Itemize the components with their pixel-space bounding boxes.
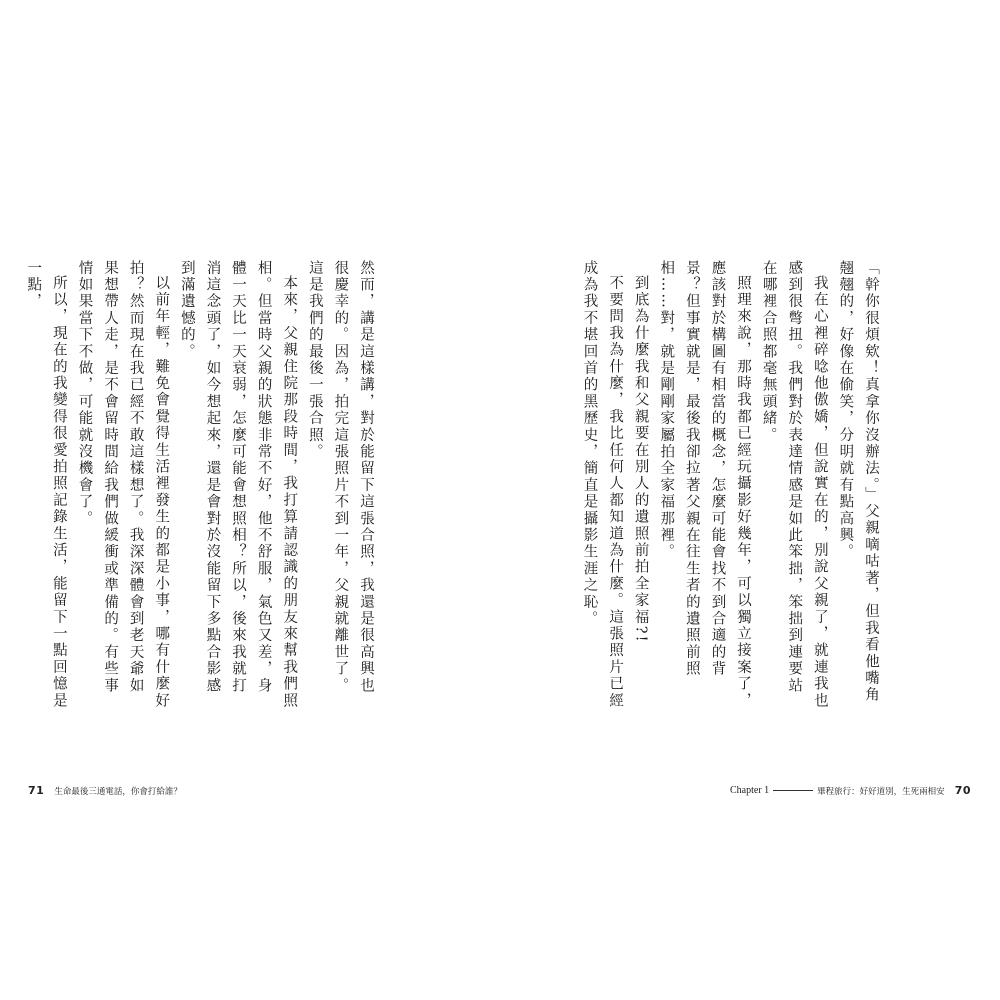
paragraph: 不要問我為什麼，我比任何人都知道為什麼。這張照片已經成為我不堪回首的黑歷史，簡直是攝影生涯之恥。	[581, 260, 624, 709]
running-head: 生命最後三通電話，你會打給誰？	[54, 786, 182, 797]
paragraph: 所以，現在的我變得很愛拍照記錄生活，能留下一點回憶是一點，	[25, 260, 67, 709]
page-number: 71	[28, 784, 45, 797]
running-head: 畢程旅行：好好道別，生死兩相安	[817, 786, 945, 797]
paragraph: 「幹你很煩欸！真拿你沒辦法。」父親嘀咕著，但我看他嘴角翹翹的，好像在偷笑，分明就有點高興。	[837, 260, 879, 704]
paragraph: 我在心裡碎唸他傲嬌，但說實在的，別說父親了，就連我也感到很彆扭。我們對於表達情感是如此笨拙，笨拙到連要站在哪裡合照都毫無頭緒。	[760, 260, 828, 709]
paragraph: 然而，講是這樣講，對於能留下這張合照，我還是很高興也很慶幸的。因為，拍完這張照片不到一年，父親就離世了。這是我們的最後一張合照。	[306, 260, 374, 695]
right-page	[500, 0, 1000, 1000]
paragraph: 到底為什麼我和父親要在別人的遺照前拍全家福?!	[632, 274, 649, 644]
right-page-footer	[730, 784, 971, 797]
paragraph: 照理來說，那時我都已經玩攝影好幾年，可以獨立接案了，應該對於構圖有相當的概念，怎麼可能會找不到合適的背景？但事實就是，最後我卻拉著父親在往生者的遺照前照相……對，就是剛剛家屬拍全家福那裡。	[658, 260, 752, 709]
left-page-body	[25, 260, 378, 710]
paragraph: 以前年輕，難免會覺得生活裡發生的都是小事，哪有什麼好拍？然而現在我已經不敢這樣想了。我深深體會到老天爺如果想帶人走，是不會留時間給我們做緩衝或準備的。有些事情如果當下不做，可能就沒機會了。	[76, 260, 170, 709]
left-page-footer	[28, 784, 182, 797]
chapter-label: Chapter 1	[730, 785, 770, 796]
right-page-body	[581, 260, 883, 710]
page-number: 70	[954, 784, 971, 797]
paragraph: 本來，父親住院那段時間，我打算請認識的朋友來幫我們照相。但當時父親的狀態非常不好，他不舒服，氣色又差，身體一天比一天衰弱，怎麼可能會想照相？所以，後來我就打消這念頭了，如今想起來，還是會對於沒能留下多點合影感到滿遺憾的。	[178, 260, 298, 709]
running-head-divider	[773, 790, 813, 791]
